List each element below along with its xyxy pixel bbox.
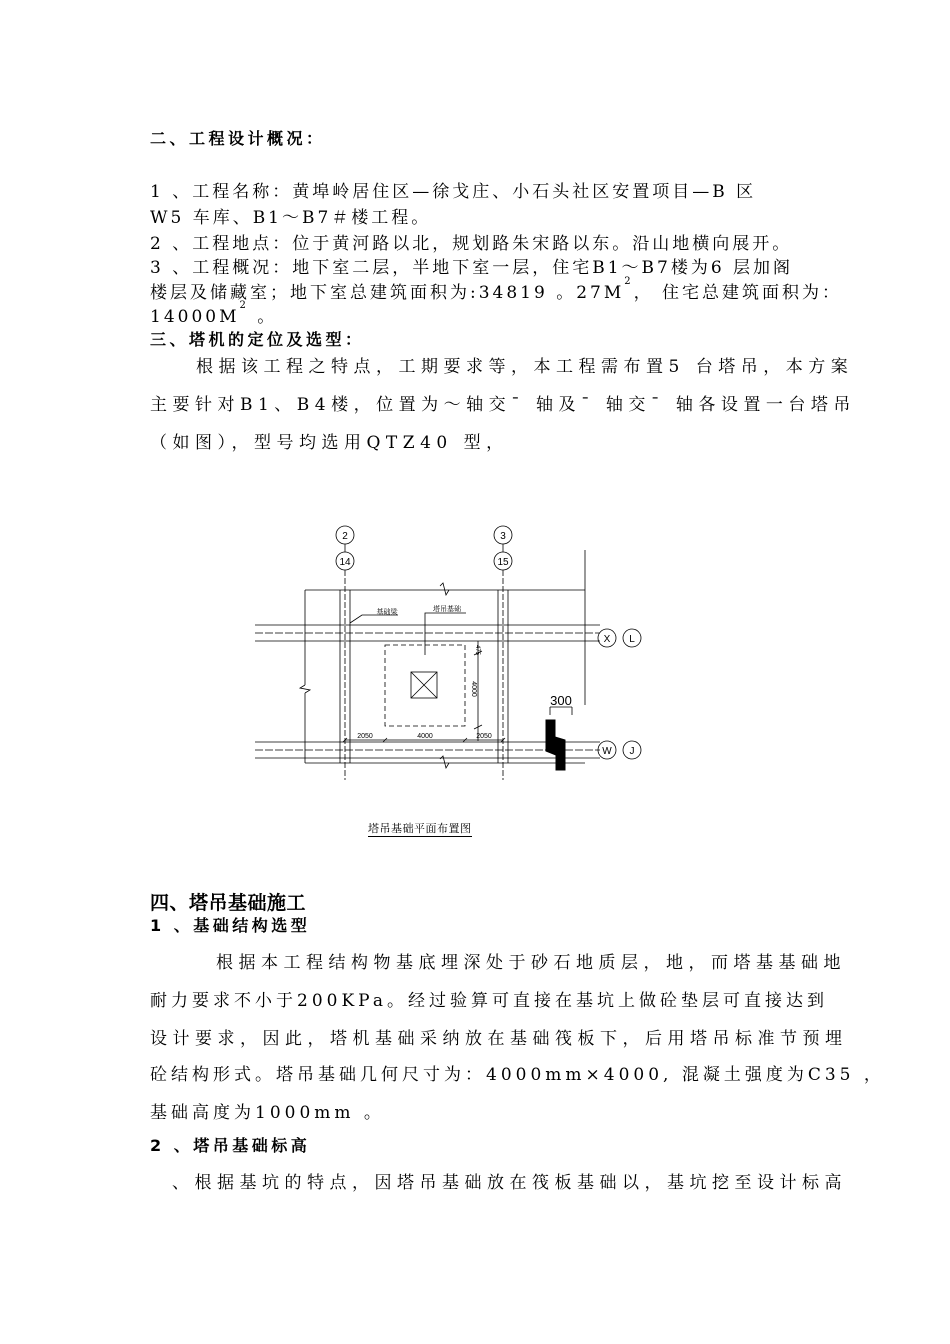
axis-label-w: W bbox=[602, 746, 612, 757]
dim-mid: 4000 bbox=[417, 733, 433, 740]
label-crane-foundation: 塔吊基础 bbox=[433, 606, 461, 613]
section4-para2-line1: 、根据基坑的特点，因塔吊基础放在筏板基础以，基坑挖至设计标高 bbox=[172, 1173, 847, 1193]
section4-para-line4: 砼结构形式。塔吊基础几何尺寸为：4000mm×4000, 混凝土强度为C35 ， bbox=[150, 1065, 885, 1085]
axis-label-j: J bbox=[629, 746, 635, 757]
axis-label-x: X bbox=[603, 634, 611, 645]
item3-line1: 3 、工程概况：地下室二层，半地下室一层，住宅B1～B7楼为6 层加阁 bbox=[150, 258, 794, 278]
section3-para-line3: （如图），型号均选用QTZ40 型， bbox=[150, 433, 509, 453]
section3-heading: 三、塔机的定位及选型： bbox=[150, 330, 365, 349]
item3-line2 bbox=[150, 278, 842, 303]
section3-para-line2: 主要针对B1、B4楼，位置为～轴交ˉ 轴及ˉ 轴交ˉ 轴各设置一台塔吊 bbox=[150, 395, 856, 415]
dim-small: 475 bbox=[474, 644, 480, 656]
section4-para-line2: 耐力要求不小于200KPa。经过验算可直接在基坑上做砼垫层可直接达到 bbox=[150, 991, 828, 1011]
axis-label-14: 14 bbox=[339, 557, 351, 568]
item3-line3-text: 14000M bbox=[150, 307, 240, 327]
axis-label-2: 2 bbox=[342, 531, 348, 542]
item3-line2b: ， 住宅总建筑面积为： bbox=[633, 283, 843, 303]
axis-label-3: 3 bbox=[500, 531, 506, 542]
axis-label-l: L bbox=[629, 634, 635, 645]
section4-heading: 四、塔吊基础施工 bbox=[150, 892, 307, 914]
dim-300: 300 bbox=[550, 693, 572, 708]
section3-para-line1: 根据该工程之特点，工期要求等，本工程需布置5 台塔吊，本方案 bbox=[196, 357, 854, 377]
section4-para-line1: 根据本工程结构物基底埋深处于砂石地质层，地，而塔基基础地 bbox=[216, 953, 846, 973]
axis-label-15: 15 bbox=[497, 557, 509, 568]
section4-para-line5: 基础高度为1000mm 。 bbox=[150, 1103, 385, 1123]
section2-heading: 二、工程设计概况： bbox=[150, 129, 326, 148]
label-foundation-beam: 基础梁 bbox=[376, 609, 398, 616]
section4-sub2: 2 、塔吊基础标高 bbox=[150, 1136, 311, 1155]
section4-para-line3: 设计要求，因此，塔机基础采纳放在基础筏板下，后用塔吊标准节预埋 bbox=[150, 1029, 848, 1049]
superscript-2: 2 bbox=[624, 276, 634, 287]
item3-line3 bbox=[150, 302, 277, 327]
section4-sub1: 1 、基础结构选型 bbox=[150, 916, 311, 935]
figure-caption: 塔吊基础平面布置图 bbox=[368, 822, 472, 835]
item3-line3-end: 。 bbox=[248, 307, 278, 327]
superscript-2b: 2 bbox=[239, 300, 249, 311]
dim-left: 2050 bbox=[357, 733, 373, 740]
tower-crane-foundation-plan bbox=[250, 515, 660, 845]
dim-right: 2050 bbox=[476, 733, 492, 740]
item1-line2: W5 车库、B1～B7＃楼工程。 bbox=[150, 208, 432, 228]
item1-line1: 1 、工程名称：黄埠岭居住区—徐戈庄、小石头社区安置项目—B 区 bbox=[150, 182, 757, 202]
item2: 2 、工程地点：位于黄河路以北，规划路朱宋路以东。沿山地横向展开。 bbox=[150, 234, 793, 254]
dim-vertical: 4000 bbox=[470, 681, 477, 697]
item3-line2a: 楼层及储藏室；地下室总建筑面积为:34819 。27M bbox=[150, 283, 625, 303]
